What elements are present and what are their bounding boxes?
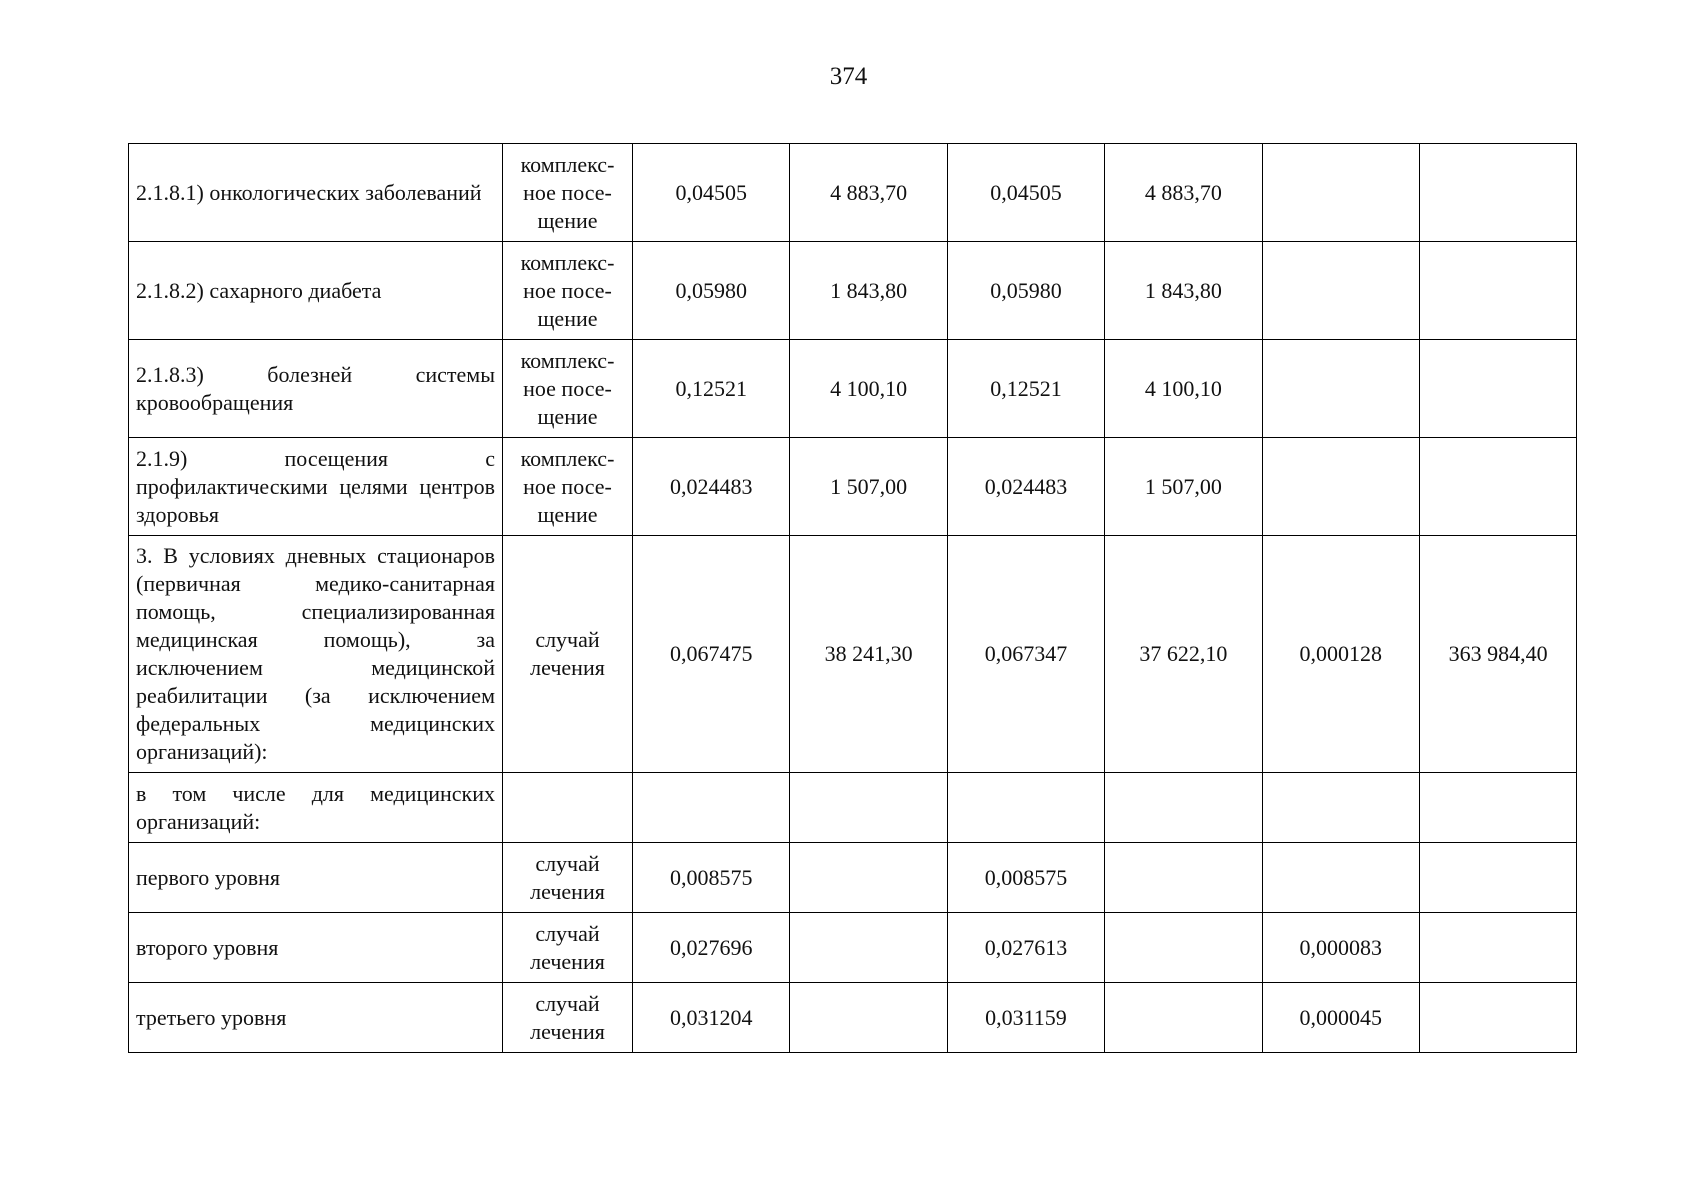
value-cell: 0,000083 [1262, 913, 1419, 983]
value-cell: 4 883,70 [1105, 144, 1262, 242]
value-cell: 0,05980 [947, 242, 1104, 340]
row-name-cell: 3. В условиях дневных стационаров (первичная медико-санитарная помощь, специализированная медицинская помощь), за исключением медицинской реабилитации (за исключением федеральных медицинских организаций): [129, 536, 503, 773]
table-row [129, 983, 1577, 1053]
row-name-cell: второго уровня [129, 913, 503, 983]
value-cell: 0,031159 [947, 983, 1104, 1053]
value-cell [1262, 242, 1419, 340]
value-cell: 0,024483 [633, 438, 790, 536]
row-name-cell: первого уровня [129, 843, 503, 913]
unit-cell: случай лечения [503, 536, 633, 773]
table-row [129, 536, 1577, 773]
value-cell [1105, 913, 1262, 983]
value-cell [633, 773, 790, 843]
value-cell [790, 983, 947, 1053]
value-cell [1262, 340, 1419, 438]
row-name-cell: третьего уровня [129, 983, 503, 1053]
value-cell: 1 843,80 [790, 242, 947, 340]
value-cell: 1 843,80 [1105, 242, 1262, 340]
value-cell [1419, 242, 1576, 340]
value-cell: 0,067475 [633, 536, 790, 773]
value-cell [1419, 773, 1576, 843]
table-row [129, 843, 1577, 913]
value-cell: 0,027613 [947, 913, 1104, 983]
value-cell: 0,12521 [633, 340, 790, 438]
value-cell [947, 773, 1104, 843]
table-row [129, 438, 1577, 536]
value-cell: 0,067347 [947, 536, 1104, 773]
value-cell: 0,05980 [633, 242, 790, 340]
row-name-cell: в том числе для медицинских организаций: [129, 773, 503, 843]
value-cell [1105, 843, 1262, 913]
unit-cell: случай лечения [503, 843, 633, 913]
table-row [129, 913, 1577, 983]
value-cell: 0,027696 [633, 913, 790, 983]
value-cell [790, 843, 947, 913]
value-cell [1419, 438, 1576, 536]
value-cell [1262, 773, 1419, 843]
value-cell: 0,12521 [947, 340, 1104, 438]
value-cell: 4 883,70 [790, 144, 947, 242]
value-cell: 363 984,40 [1419, 536, 1576, 773]
table-row [129, 144, 1577, 242]
value-cell: 0,04505 [947, 144, 1104, 242]
unit-cell: комплекс-ное посе-щение [503, 242, 633, 340]
row-name-cell: 2.1.8.2) сахарного диабета [129, 242, 503, 340]
unit-cell: комплекс-ное посе-щение [503, 340, 633, 438]
value-cell: 38 241,30 [790, 536, 947, 773]
value-cell: 4 100,10 [790, 340, 947, 438]
value-cell: 0,024483 [947, 438, 1104, 536]
unit-cell: комплекс-ное посе-щение [503, 438, 633, 536]
value-cell: 0,000045 [1262, 983, 1419, 1053]
value-cell: 4 100,10 [1105, 340, 1262, 438]
value-cell [1105, 983, 1262, 1053]
row-name-cell: 2.1.9) посещения с профилактическими целями центров здоровья [129, 438, 503, 536]
value-cell: 1 507,00 [790, 438, 947, 536]
standards-table [128, 143, 1577, 1053]
table-row [129, 242, 1577, 340]
value-cell [790, 773, 947, 843]
value-cell: 0,008575 [947, 843, 1104, 913]
value-cell [1419, 843, 1576, 913]
value-cell: 1 507,00 [1105, 438, 1262, 536]
value-cell [1262, 144, 1419, 242]
value-cell [1419, 983, 1576, 1053]
value-cell: 0,04505 [633, 144, 790, 242]
value-cell: 37 622,10 [1105, 536, 1262, 773]
value-cell [1105, 773, 1262, 843]
page-number: 374 [829, 63, 868, 90]
unit-cell [503, 773, 633, 843]
value-cell [790, 913, 947, 983]
value-cell [1262, 438, 1419, 536]
value-cell: 0,031204 [633, 983, 790, 1053]
value-cell [1419, 913, 1576, 983]
unit-cell: комплекс-ное посе-щение [503, 144, 633, 242]
value-cell: 0,000128 [1262, 536, 1419, 773]
table-row [129, 340, 1577, 438]
row-name-cell: 2.1.8.3) болезней системы кровообращения [129, 340, 503, 438]
value-cell: 0,008575 [633, 843, 790, 913]
value-cell [1262, 843, 1419, 913]
value-cell [1419, 340, 1576, 438]
row-name-cell: 2.1.8.1) онкологических заболеваний [129, 144, 503, 242]
table-row [129, 773, 1577, 843]
unit-cell: случай лечения [503, 913, 633, 983]
value-cell [1419, 144, 1576, 242]
unit-cell: случай лечения [503, 983, 633, 1053]
